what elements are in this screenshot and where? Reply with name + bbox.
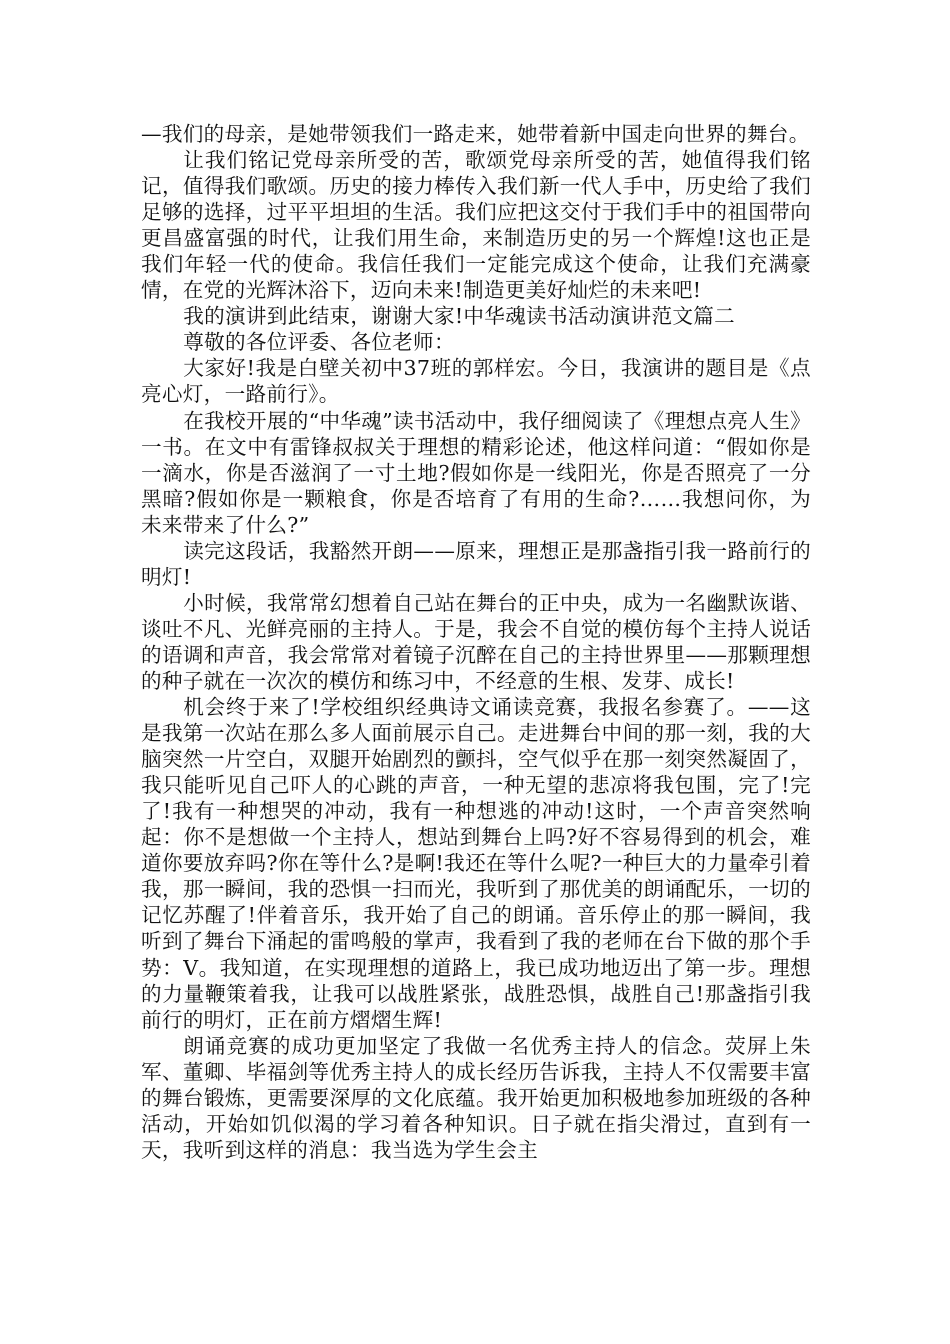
document-page (141, 121, 811, 1163)
paragraph: 在我校开展的“中华魂”读书活动中，我仔细阅读了《理想点亮人生》一书。在文中有雷锋叔叔关于理想的精彩论述，他这样问道：“假如你是一滴水，你是否滋润了一寸土地?假如你是一线阳光，你是否照亮了一分黑暗?假如你是一颗粮食，你是否培育了有用的生命?……我想问你，为未来带来了什么?” (141, 408, 811, 537)
paragraph: 小时候，我常常幻想着自己站在舞台的正中央，成为一名幽默诙谐、谈吐不凡、光鲜亮丽的主持人。于是，我会不自觉的模仿每个主持人说话的语调和声音，我会常常对着镜子沉醉在自己的主持世界里——那颗理想的种子就在一次次的模仿和练习中，不经意的生根、发芽、成长! (141, 590, 811, 693)
paragraph: 我的演讲到此结束，谢谢大家!中华魂读书活动演讲范文篇二 (183, 304, 736, 329)
paragraph: 让我们铭记党母亲所受的苦，歌颂党母亲所受的苦，她值得我们铭记，值得我们歌颂。历史的接力棒传入我们新一代人手中，历史给了我们足够的选择，过平平坦坦的生活。我们应把这交付于我们手中的祖国带向更昌盛富强的时代，让我们用生命，来制造历史的另一个辉煌!这也正是我们年轻一代的使命。我信任我们一定能完成这个使命，让我们充满豪情，在党的光辉沐浴下，迈向未来!制造更美好灿烂的未来吧! (141, 148, 811, 303)
paragraph: 机会终于来了!学校组织经典诗文诵读竞赛，我报名参赛了。——这是我第一次站在那么多人面前展示自己。走进舞台中间的那一刻，我的大脑突然一片空白，双腿开始剧烈的颤抖，空气似乎在那一刻突然凝固了，我只能听见自己吓人的心跳的声音，一种无望的悲凉将我包围，完了!完了!我有一种想哭的冲动，我有一种想逃的冲动!这时，一个声音突然响起：你不是想做一个主持人，想站到舞台上吗?好不容易得到的机会，难道你要放弃吗?你在等什么?是啊!我还在等什么呢?一种巨大的力量牵引着我，那一瞬间，我的恐惧一扫而光，我听到了那优美的朗诵配乐，一切的记忆苏醒了!伴着音乐，我开始了自己的朗诵。音乐停止的那一瞬间，我听到了舞台下涌起的雷鸣般的掌声，我看到了我的老师在台下做的那个手势：V。我知道，在实现理想的道路上，我已成功地迈出了第一步。理想的力量鞭策着我，让我可以战胜紧张，战胜恐惧，战胜自己!那盏指引我前行的明灯，正在前方熠熠生辉! (141, 695, 811, 1032)
paragraph: —我们的母亲，是她带领我们一路走来，她带着新中国走向世界的舞台。 (141, 122, 810, 146)
paragraph: 读完这段话，我豁然开朗——原来，理想正是那盏指引我一路前行的明灯! (141, 538, 811, 589)
paragraph: 朗诵竞赛的成功更加坚定了我做一名优秀主持人的信念。荧屏上朱军、董卿、毕福剑等优秀主持人的成长经历告诉我，主持人不仅需要丰富的舞台锻炼，更需要深厚的文化底蕴。我开始更加积极地参加班级的各种活动，开始如饥似渴的学习着各种知识。日子就在指尖滑过，直到有一天，我听到这样的消息：我当选为学生会主 (141, 1033, 811, 1162)
paragraph: 大家好!我是白壁关初中37班的郭样宏。今日，我演讲的题目是《点亮心灯，一路前行》。 (141, 356, 811, 407)
paragraph: 尊敬的各位评委、各位老师： (183, 330, 455, 355)
